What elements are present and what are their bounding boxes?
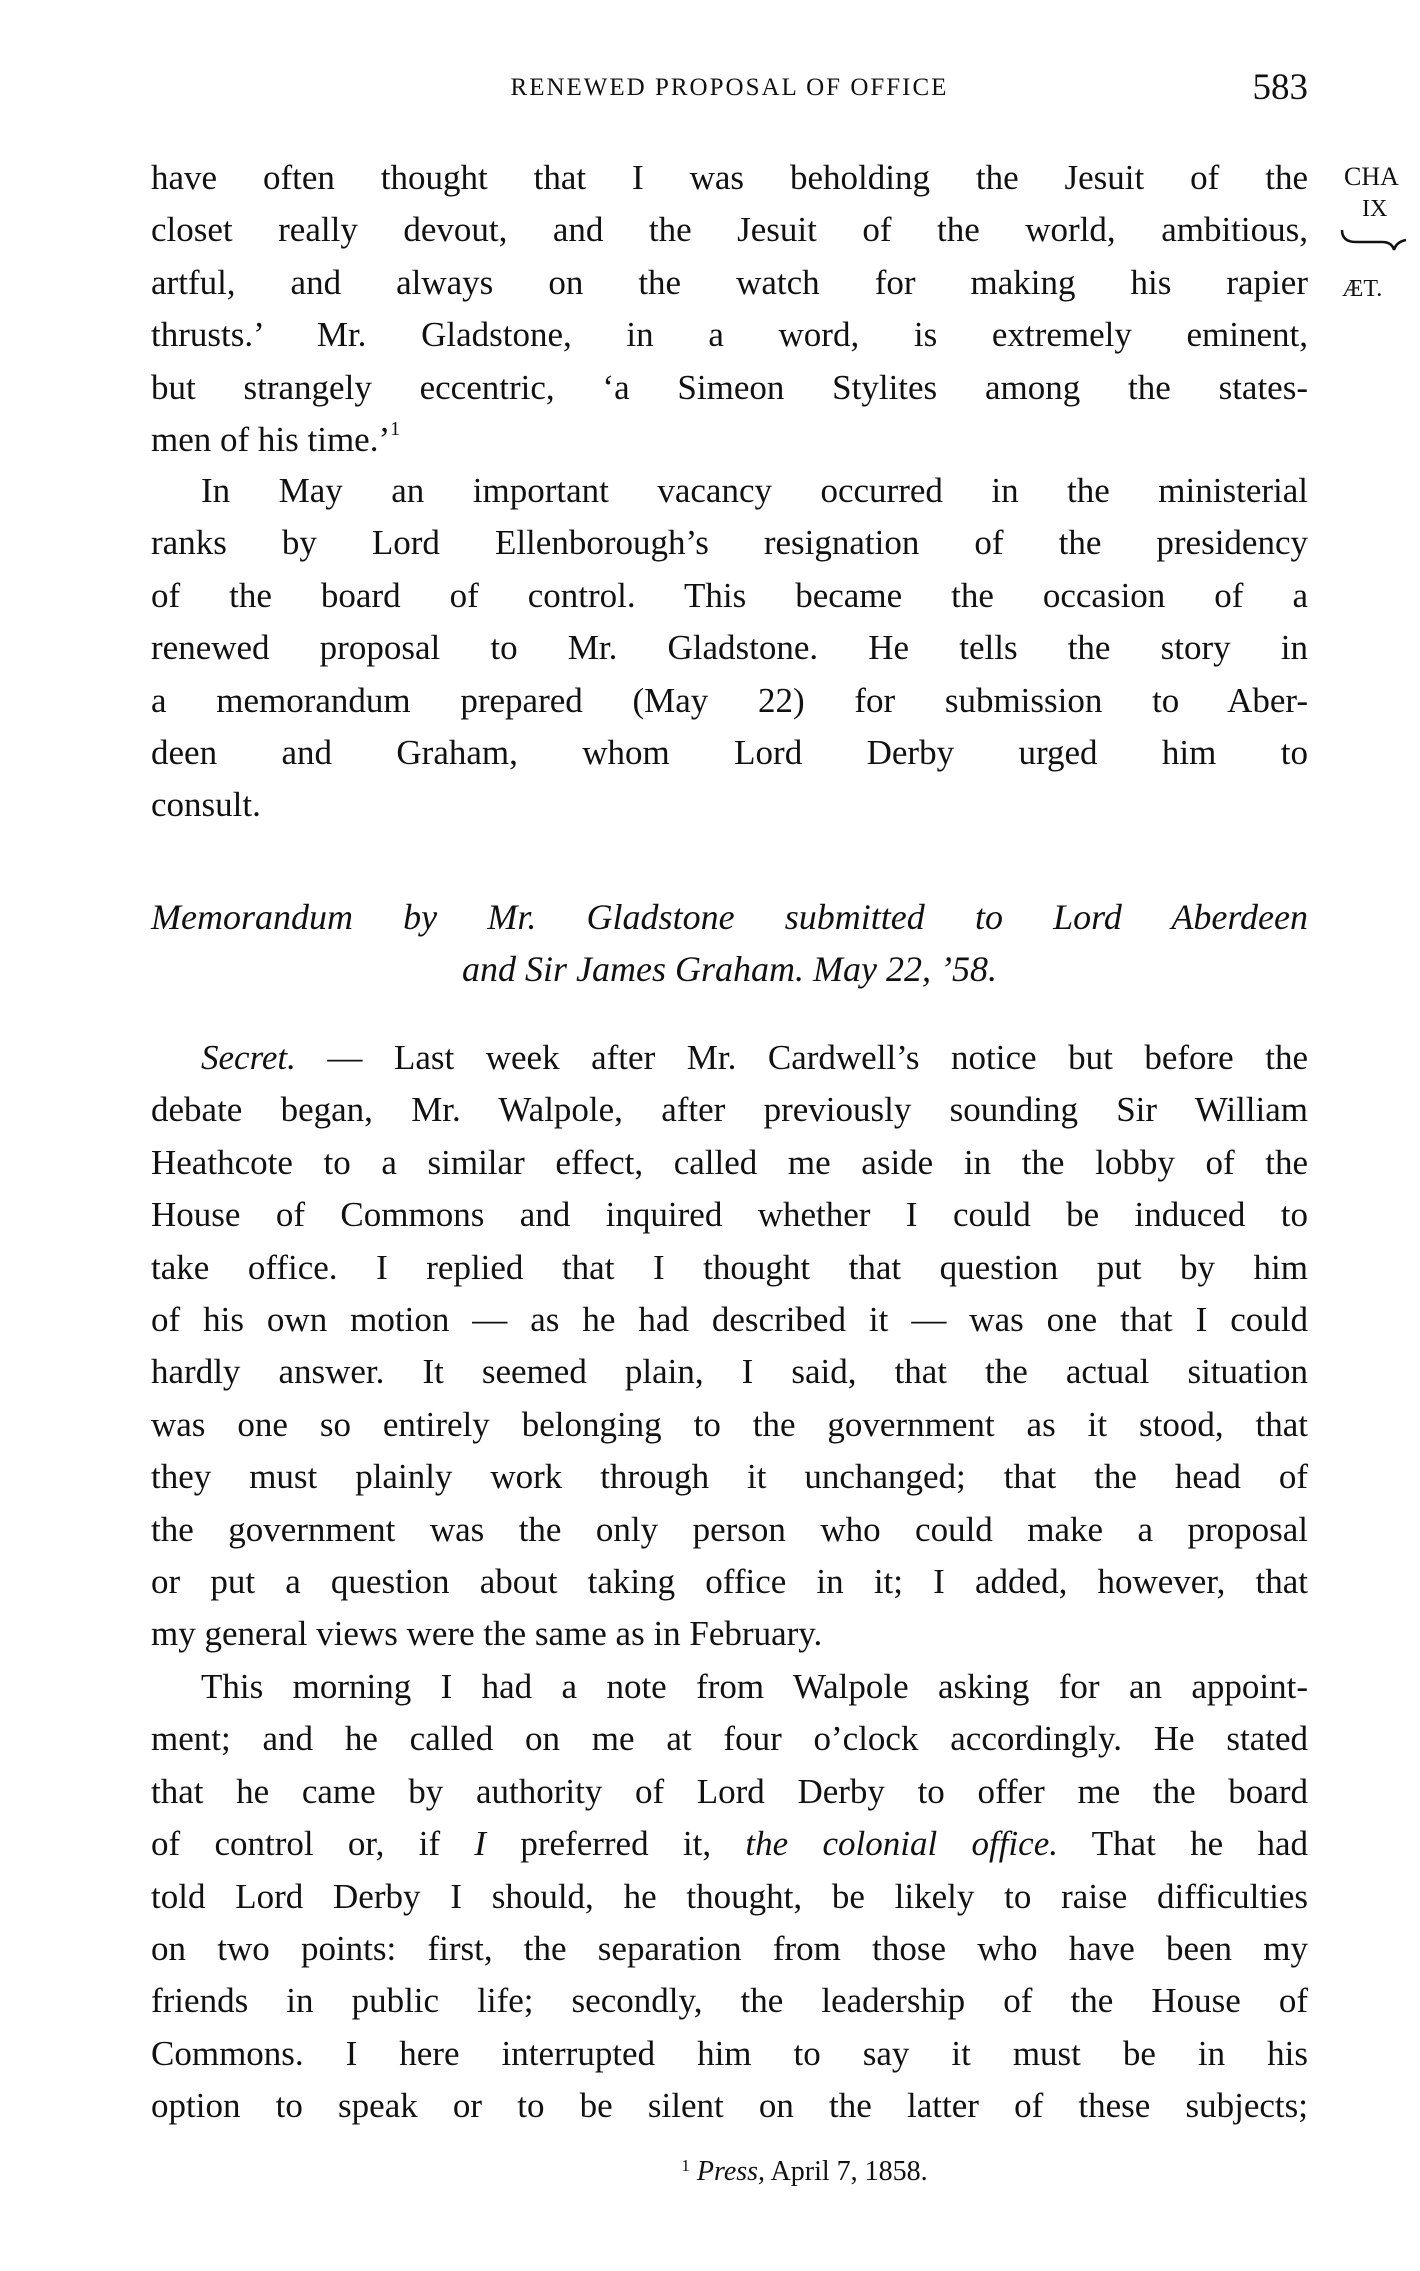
margin-chapter: CHA xyxy=(1344,162,1399,191)
text-line xyxy=(151,1661,1308,1713)
line-text: preferred it, xyxy=(486,1824,746,1864)
text-line xyxy=(151,1871,1308,1923)
line-text: thrusts.’ Mr. Gladstone, in a word, is extremely eminent, xyxy=(151,315,1308,355)
paragraph-2 xyxy=(151,465,1308,832)
text-line xyxy=(151,779,1308,831)
text-line xyxy=(151,414,1308,466)
page-number: 583 xyxy=(1252,67,1308,108)
margin-aetat: ÆT. xyxy=(1342,276,1383,302)
text-line xyxy=(151,1294,1308,1346)
line-text: ment; and he called on me at four o’clock accordingly. He stated xyxy=(151,1719,1308,1759)
line-text: — Last week after Mr. Cardwell’s notice but before the xyxy=(295,1038,1308,1077)
footnote xyxy=(151,2156,1308,2188)
running-head-title: RENEWED PROPOSAL OF OFFICE xyxy=(510,74,949,101)
text-line xyxy=(151,727,1308,779)
text-line xyxy=(151,1923,1308,1975)
text-line xyxy=(151,1084,1308,1136)
text-line xyxy=(151,1346,1308,1398)
memo-heading xyxy=(151,891,1308,996)
text-line xyxy=(151,622,1308,674)
text-line xyxy=(151,1818,1308,1870)
footnote-source: Press, xyxy=(696,2156,766,2187)
line-text: told Lord Derby I should, he thought, be likely to raise difficulties xyxy=(151,1876,1308,1916)
line-text: debate began, Mr. Walpole, after previously sounding Sir William xyxy=(151,1090,1308,1130)
line-text: of the board of control. This became the occasion of a xyxy=(151,575,1308,615)
line-text: House of Commons and inquired whether I could be induced to xyxy=(151,1195,1308,1235)
memo-heading-line: and Sir James Graham. May 22, ’58. xyxy=(462,949,997,990)
text-line xyxy=(151,675,1308,727)
line-text: take office. I replied that I thought that question put by him xyxy=(151,1247,1308,1287)
line-text: of control or, if xyxy=(151,1824,475,1864)
text-line xyxy=(151,2080,1308,2132)
text-line xyxy=(151,1451,1308,1503)
line-text: of his own motion — as he had described it — was one that I could xyxy=(151,1299,1308,1339)
line-text: In May an important vacancy occurred in the ministerial xyxy=(201,471,1308,510)
paragraph-3 xyxy=(151,1032,1308,1661)
line-text: or put a question about taking office in it; I added, however, that xyxy=(151,1561,1308,1601)
footnote-marker: 1 xyxy=(681,2156,690,2175)
text-line xyxy=(151,1189,1308,1241)
line-text: consult. xyxy=(151,785,261,825)
text-line xyxy=(151,152,1308,204)
text-line xyxy=(151,257,1308,309)
paragraph-4 xyxy=(151,1661,1308,2133)
line-text: hardly answer. It seemed plain, I said, that the actual situation xyxy=(151,1352,1308,1392)
line-text: friends in public life; secondly, the leadership of the House of xyxy=(151,1981,1308,2021)
line-text: That he had xyxy=(1057,1824,1308,1864)
brace-icon xyxy=(1338,228,1408,258)
text-line xyxy=(151,570,1308,622)
footnote-ref: 1 xyxy=(390,417,401,440)
line-text: deen and Graham, whom Lord Derby urged him to xyxy=(151,732,1308,772)
line-text: was one so entirely belonging to the government as it stood, that xyxy=(151,1404,1308,1444)
footnote-text: April 7, 1858. xyxy=(765,2156,928,2187)
text-line xyxy=(151,517,1308,569)
line-text: a memorandum prepared (May 22) for submission to Aber- xyxy=(151,680,1308,720)
text-line xyxy=(151,2028,1308,2080)
line-text: Heathcote to a similar effect, called me aside in the lobby of the xyxy=(151,1142,1308,1182)
text-line xyxy=(151,362,1308,414)
line-text: my general views were the same as in February. xyxy=(151,1614,823,1654)
paragraph-1 xyxy=(151,152,1308,466)
text-line xyxy=(151,1556,1308,1608)
text-line xyxy=(151,204,1308,256)
text-line xyxy=(151,1242,1308,1294)
line-text: the colonial office. xyxy=(745,1824,1058,1864)
line-text: renewed proposal to Mr. Gladstone. He tells the story in xyxy=(151,628,1308,668)
running-head xyxy=(151,66,1308,110)
text-line xyxy=(151,309,1308,361)
text-line xyxy=(151,465,1308,517)
text-line xyxy=(151,1504,1308,1556)
line-text: men of his time.’ xyxy=(151,419,391,459)
text-line xyxy=(151,1608,1308,1660)
line-text: This morning I had a note from Walpole asking for an appoint- xyxy=(201,1667,1308,1706)
line-text: closet really devout, and the Jesuit of the world, ambitious, xyxy=(151,210,1308,250)
text-line xyxy=(151,1713,1308,1765)
line-text: the government was the only person who could make a proposal xyxy=(151,1509,1308,1549)
memo-heading-line: Memorandum by Mr. Gladstone submitted to Lord Aberdeen xyxy=(151,897,1308,937)
text-line xyxy=(151,1137,1308,1189)
line-text: but strangely eccentric, ‘a Simeon Stylites among the states- xyxy=(151,367,1308,407)
line-text: that he came by authority of Lord Derby to offer me the board xyxy=(151,1771,1308,1811)
text-line xyxy=(151,1032,1308,1084)
line-text: I xyxy=(474,1824,487,1864)
line-text: on two points: first, the separation from those who have been my xyxy=(151,1928,1308,1968)
secret-label: Secret. xyxy=(201,1038,296,1077)
margin-chapter-number: IX xyxy=(1362,196,1388,222)
text-line xyxy=(151,1766,1308,1818)
line-text: ranks by Lord Ellenborough’s resignation of the presidency xyxy=(151,523,1308,563)
text-line xyxy=(151,1399,1308,1451)
line-text: have often thought that I was beholding the Jesuit of the xyxy=(151,158,1308,197)
text-line xyxy=(151,1975,1308,2027)
line-text: they must plainly work through it unchanged; that the head of xyxy=(151,1457,1308,1497)
line-text: option to speak or to be silent on the latter of these subjects; xyxy=(151,2086,1308,2126)
line-text: artful, and always on the watch for making his rapier xyxy=(151,262,1308,302)
line-text: Commons. I here interrupted him to say it must be in his xyxy=(151,2033,1308,2073)
